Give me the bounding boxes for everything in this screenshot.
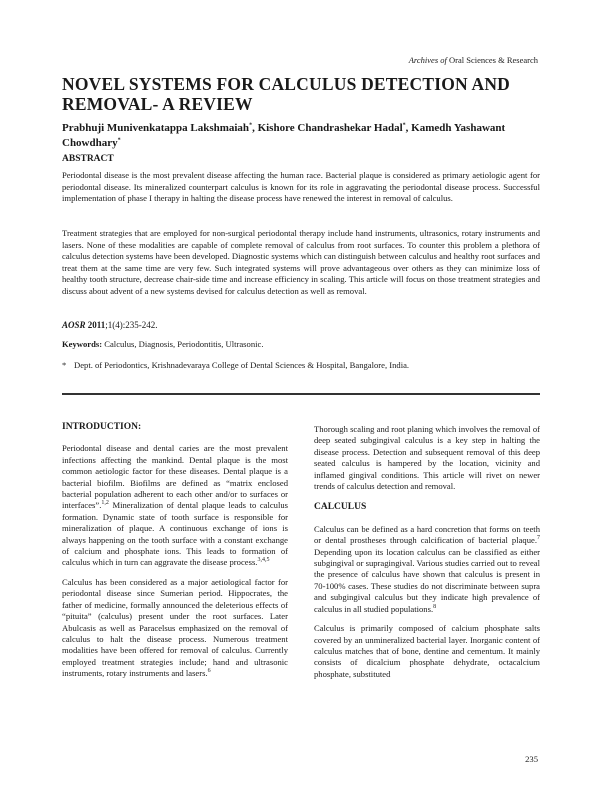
right-column bbox=[314, 424, 540, 688]
author-3: Kamedh Yashawant Chowdhary bbox=[62, 122, 506, 149]
keywords-label: Keywords: bbox=[62, 339, 103, 349]
journal-name-italic: Archives of bbox=[408, 55, 450, 65]
author-1-mark: * bbox=[249, 122, 253, 129]
abstract-heading: ABSTRACT bbox=[62, 154, 114, 164]
author-sep-1: , bbox=[252, 122, 258, 134]
intro-p2-text: Calculus has been considered as a major aetiological factor for periodontal disease since Sumerian period. Hippocrates, the father of medicine, formally announced the deleterious effects of “pituita” (calculus) present under the root surfaces. Later Abulcasis as well as Paracelsus emphasized on the removal of calculus to halt the disease process. Numerous treatment modalities have been offered for removal of calculus. Currently employed treatment strategies include; hand and ultrasonic instruments, rotary instruments and lasers. bbox=[62, 576, 288, 679]
journal-name bbox=[409, 55, 538, 65]
intro-p1b-ref: 3,4,5 bbox=[257, 557, 270, 564]
calculus-heading: CALCULUS bbox=[314, 502, 367, 513]
author-2: Kishore Chandrashekar Hadal bbox=[257, 122, 403, 134]
right-paragraph-1: Thorough scaling and root planing which involves the removal of deep seated subgingival calculus is a key step in halting the disease process. Detection and subsequent removal of this deep seated calculus is hampered by the location, vicinity and inflamed gingival conditions. This article will rivet on newer trends of calculus detection and removal. bbox=[314, 424, 540, 492]
abstract-paragraph-2: Treatment strategies that are employed for non-surgical periodontal therapy include hand instruments, ultrasonics, rotary instruments and lasers. None of these modalities are capable of complete removal of calculus from root surfaces. To counter this problem a plethora of calculus detection systems have been developed. Diagnostic systems which can distinguish between calculus and healthy root surfaces and treat them at the same time are very few. Such integrated systems will prove advantageous over others as they can minimize loss of healthy tooth structure, decrease chair-side time and increase efficiency in scaling. This article will focus on those treatment strategies and discuss about advent of a new systems devised for calculus detection as well as removal. bbox=[62, 228, 540, 296]
author-sep-2: , bbox=[405, 122, 412, 134]
citation-journal: AOSR bbox=[62, 320, 86, 330]
calc-p1b-ref: 8 bbox=[433, 603, 437, 610]
page-number: 235 bbox=[525, 754, 538, 764]
introduction-paragraph-2 bbox=[62, 577, 288, 680]
abstract-paragraph-1: Periodontal disease is the most prevalent disease affecting the human race. Bacterial plaque is considered as primary aetiologic agent for periodontal disease. Its mineralized counterpart calculus is known for its role in aggravating the periodontal disease process. Successful implementation of phase I therapy in halting the disease process have renewed the interest in removal of calculus. bbox=[62, 170, 540, 204]
calc-p1-text: Calculus can be defined as a hard concretion that forms on teeth or dental prostheses through calcification of bacterial plaque. bbox=[314, 523, 540, 546]
calculus-paragraph-1 bbox=[314, 524, 540, 615]
author-2-mark: * bbox=[402, 122, 406, 129]
intro-p2-ref: 6 bbox=[207, 668, 211, 675]
citation-volume: ;1(4):235-242. bbox=[105, 320, 158, 330]
introduction-paragraph-1 bbox=[62, 443, 288, 568]
affiliation-text: Dept. of Periodontics, Krishnadevaraya College of Dental Sciences & Hospital, Bangalore, India. bbox=[74, 360, 410, 370]
introduction-heading: INTRODUCTION: bbox=[62, 422, 142, 432]
author-3-mark: * bbox=[117, 137, 121, 144]
calculus-paragraph-2: Calculus is primarily composed of calcium phosphate salts covered by an unmineralized bacterial layer. Inorganic content of calculus matches that of bone, dentine and cementum. It mainly consists of dicalcium phosphate dehydrate, octacalcium phosphate, substituted bbox=[314, 623, 540, 679]
keywords-text: Calculus, Diagnosis, Periodontitis, Ultrasonic. bbox=[102, 339, 264, 349]
calc-p1-ref: 7 bbox=[537, 535, 540, 542]
intro-p1-text: Periodontal disease and dental caries are the most prevalent infections affecting the mankind. Dental plaque is the most common aetiologic factor for these diseases. Dental plaque is a bacterial biofilm. Biofilms are defined as “matrix enclosed bacterial population adherent to each other and/or to surfaces or interfaces”. bbox=[62, 443, 288, 511]
affiliation-mark: * bbox=[62, 360, 67, 370]
left-column bbox=[62, 422, 288, 688]
author-list bbox=[62, 121, 540, 151]
citation bbox=[62, 320, 158, 330]
intro-p1-ref: 1,2 bbox=[101, 500, 109, 507]
author-1: Prabhuji Munivenkatappa Lakshmaiah bbox=[62, 122, 250, 134]
keywords bbox=[62, 339, 263, 349]
paper-title: NOVEL SYSTEMS FOR CALCULUS DETECTION AND REMOVAL- A REVIEW bbox=[62, 74, 511, 114]
citation-year: 2011 bbox=[87, 320, 106, 330]
intro-p1b-text: Mineralization of dental plaque leads to calculus formation. Dynamic state of tooth surface is responsible for mineralization of plaque. A continuous exchange of ions is always happening on the tooth surface with a constant exchange of calcium and phosphate ions. This leads to formation of calculus which in turn can aggravate the disease process. bbox=[62, 500, 288, 568]
calc-p1b-text: Depending upon its location calculus can be classified as either subgingival or supragingival. Various studies carried out to reveal the presence of calculus have shown that calculus is present in 70-100% cases. These studies do not discriminate between supra and subgingival calculus but they indicate high prevalence of calculus in all studied populations. bbox=[314, 546, 540, 614]
journal-name-rest: Oral Sciences & Research bbox=[449, 55, 538, 65]
affiliation bbox=[62, 360, 409, 370]
section-divider bbox=[62, 393, 540, 395]
